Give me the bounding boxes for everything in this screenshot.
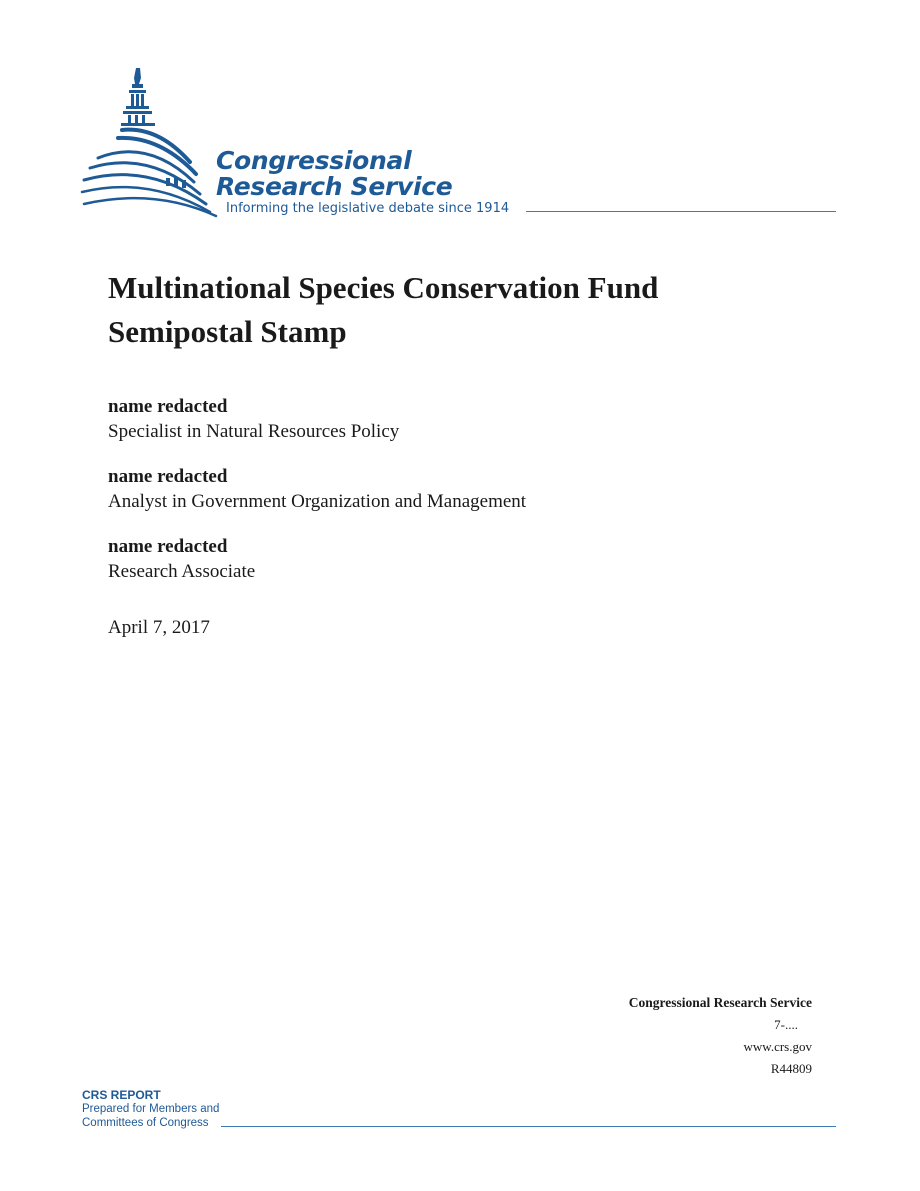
footer-heading: CRS REPORT: [82, 1088, 161, 1102]
author-list: [108, 394, 828, 604]
logo-wordmark: [216, 148, 452, 200]
meta-url[interactable]: www.crs.gov: [743, 1039, 812, 1054]
footer-line1: Prepared for Members and: [82, 1103, 220, 1115]
logo-tagline: Informing the legislative debate since 1914: [226, 201, 510, 216]
report-title-line1: Multinational Species Conservation Fund: [108, 270, 659, 305]
meta-code: 7-....: [774, 1017, 798, 1032]
capitol-dome-icon: [78, 64, 228, 224]
crs-logo: [78, 64, 848, 224]
author-name: name redacted: [108, 396, 228, 417]
logo-name-line2: Research Service: [216, 172, 453, 201]
footer-divider: [221, 1126, 836, 1127]
author-name: name redacted: [108, 536, 228, 557]
author-role: Research Associate: [108, 561, 256, 582]
logo-divider: [526, 211, 836, 212]
report-date: April 7, 2017: [108, 617, 210, 638]
meta-organization: Congressional Research Service: [628, 995, 812, 1010]
report-meta: [629, 992, 812, 1080]
author-entry: [108, 464, 828, 515]
logo-name-line1: Congressional: [216, 146, 412, 175]
footer-label: [82, 1088, 219, 1130]
report-title-line2: Semipostal Stamp: [108, 314, 347, 349]
meta-report-number: R44809: [770, 1061, 812, 1076]
author-name: name redacted: [108, 466, 228, 487]
author-entry: [108, 534, 828, 585]
author-entry: [108, 394, 828, 445]
author-role: Analyst in Government Organization and Management: [108, 491, 527, 512]
footer-line2: Committees of Congress: [82, 1117, 209, 1129]
report-title: [108, 266, 828, 354]
author-role: Specialist in Natural Resources Policy: [108, 421, 400, 442]
